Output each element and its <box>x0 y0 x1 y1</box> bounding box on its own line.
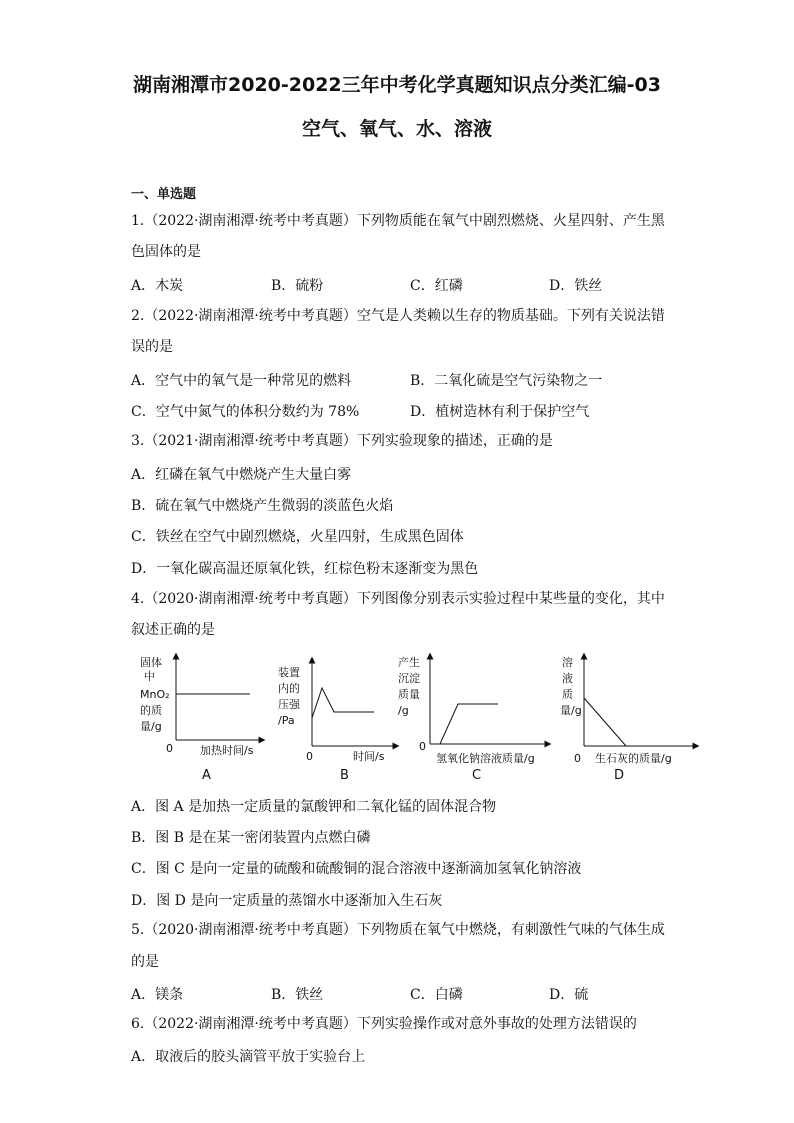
question-6-option-a: A．取液后的胶头滴管平放于实验台上 <box>131 1049 366 1065</box>
graph-b-curve <box>312 688 374 718</box>
graph-d-origin: 0 <box>574 752 581 765</box>
graph-b-caption: B <box>340 768 349 783</box>
question-2-option-c: C．空气中氮气的体积分数约为 78% <box>131 404 360 420</box>
question-1-option-b: B．硫粉 <box>271 278 324 294</box>
question-3-option-d: D．一氧化碳高温还原氧化铁，红棕色粉末逐渐变为黑色 <box>131 561 479 577</box>
question-4-option-d: D．图 D 是向一定质量的蒸馏水中逐渐加入生石灰 <box>131 893 443 909</box>
question-3-option-b: B．硫在氧气中燃烧产生微弱的淡蓝色火焰 <box>131 498 394 514</box>
question-1-option-d: D．铁丝 <box>549 278 603 294</box>
question-5-option-a: A．镁条 <box>131 987 184 1003</box>
question-4-graphs <box>140 648 700 788</box>
graph-d-ylabel-4: 量/g <box>560 704 582 717</box>
graph-b-ylabel-4: /Pa <box>278 714 295 727</box>
question-5-stem-cont: 的是 <box>131 954 159 970</box>
graph-d <box>560 655 696 783</box>
graph-c <box>398 655 548 783</box>
question-3-option-c: C．铁丝在空气中剧烈燃烧，火星四射，生成黑色固体 <box>131 529 464 545</box>
graph-b-ylabel-3: 压强 <box>278 698 300 711</box>
question-1-option-c: C．红磷 <box>410 278 463 294</box>
question-3-stem: 3.（2021·湖南湘潭·统考中考真题）下列实验现象的描述，正确的是 <box>131 433 553 449</box>
question-2-stem-cont: 误的是 <box>131 339 173 355</box>
graph-d-ylabel-2: 液 <box>562 672 573 685</box>
graph-c-origin: 0 <box>419 740 426 753</box>
graph-c-ylabel-4: /g <box>398 704 409 717</box>
graph-d-ylabel-1: 溶 <box>562 656 573 669</box>
graph-b-ylabel-2: 内的 <box>278 682 300 695</box>
graph-a-origin: 0 <box>166 742 173 755</box>
graph-a-ylabel-3: MnO₂ <box>140 688 170 701</box>
graph-b-origin: 0 <box>306 750 313 763</box>
graph-c-ylabel-2: 沉淀 <box>398 672 420 685</box>
graph-b-xlabel: 时间/s <box>353 750 385 763</box>
graph-c-ylabel-3: 质量 <box>398 688 420 701</box>
document-subtitle: 空气、氧气、水、溶液 <box>301 118 492 140</box>
question-5-option-b: B．铁丝 <box>271 987 324 1003</box>
graph-a-ylabel-1: 固体 <box>140 656 162 669</box>
question-4-option-c: C．图 C 是向一定量的硫酸和硫酸铜的混合溶液中逐渐滴加氢氧化钠溶液 <box>131 861 582 877</box>
question-2-option-d: D．植树造林有利于保护空气 <box>410 404 590 420</box>
graph-d-xlabel: 生石灰的质量/g <box>595 752 672 765</box>
graph-a-xlabel: 加热时间/s <box>200 744 254 757</box>
graph-a-ylabel-5: 量/g <box>140 720 162 733</box>
question-2-option-a: A．空气中的氧气是一种常见的燃料 <box>131 373 352 389</box>
question-4-stem: 4.（2020·湖南湘潭·统考中考真题）下列图像分别表示实验过程中某些量的变化，其中 <box>131 591 665 607</box>
question-5-stem: 5.（2020·湖南湘潭·统考中考真题）下列物质在氧气中燃烧，有刺激性气味的气体生成 <box>131 922 665 938</box>
graph-a-caption: A <box>202 768 211 783</box>
graph-d-caption: D <box>614 768 625 783</box>
graph-b <box>278 660 396 783</box>
graph-a-ylabel-4: 的质 <box>140 704 162 717</box>
graph-d-curve <box>584 698 626 746</box>
question-4-option-b: B．图 B 是在某一密闭装置内点燃白磷 <box>131 830 371 846</box>
question-4-stem-cont: 叙述正确的是 <box>131 622 215 638</box>
graph-c-ylabel-1: 产生 <box>398 656 420 669</box>
graph-set <box>140 648 700 784</box>
graph-c-caption: C <box>472 768 482 783</box>
graph-c-xlabel: 氢氧化钠溶液质量/g <box>436 752 535 765</box>
section-heading: 一、单选题 <box>131 187 197 202</box>
question-5-option-d: D．硫 <box>549 987 589 1003</box>
question-1-option-a: A．木炭 <box>131 278 184 294</box>
question-2-stem: 2.（2022·湖南湘潭·统考中考真题）空气是人类赖以生存的物质基础。下列有关说法错 <box>131 308 665 324</box>
question-6-stem: 6.（2022·湖南湘潭·统考中考真题）下列实验操作或对意外事故的处理方法错误的 <box>131 1016 637 1032</box>
question-1-stem-cont: 色固体的是 <box>131 244 201 260</box>
graph-a <box>140 655 262 783</box>
graph-b-ylabel-1: 装置 <box>278 666 300 679</box>
document-title: 湖南湘潭市2020-2022三年中考化学真题知识点分类汇编-03 <box>133 74 661 96</box>
question-5-option-c: C．白磷 <box>410 987 463 1003</box>
graph-c-curve <box>430 704 498 744</box>
graph-d-ylabel-3: 质 <box>562 688 573 701</box>
graph-a-ylabel-2: 中 <box>144 670 155 683</box>
question-3-option-a: A．红磷在氧气中燃烧产生大量白雾 <box>131 467 352 483</box>
question-1-stem: 1.（2022·湖南湘潭·统考中考真题）下列物质能在氧气中剧烈燃烧、火星四射、产生黑 <box>131 213 665 229</box>
question-2-option-b: B．二氧化硫是空气污染物之一 <box>410 373 603 389</box>
question-4-option-a: A．图 A 是加热一定质量的氯酸钾和二氧化锰的固体混合物 <box>131 799 497 815</box>
